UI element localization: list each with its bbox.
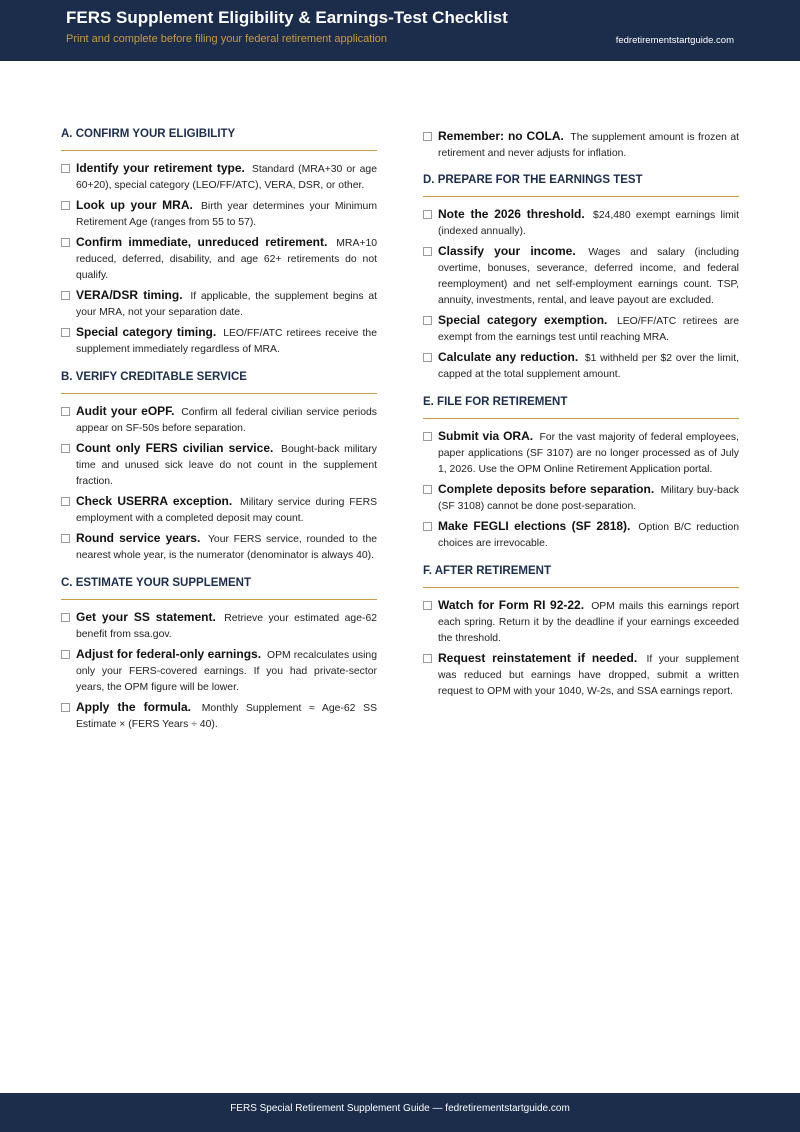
item-text: Option B/C reduction choices are irrevocable. bbox=[438, 522, 740, 549]
checkbox[interactable] bbox=[423, 210, 432, 219]
section-after-retirement bbox=[423, 565, 739, 700]
item-text: Wages and salary (including overtime, bonuses, severance, deferred income, and federal reemployment) and net self-employment earnings count. TSP, annuity, investments, rental, and leave payout are excluded. bbox=[438, 247, 740, 306]
checkbox[interactable] bbox=[423, 485, 432, 494]
item-label: Special category exemption. bbox=[438, 313, 608, 327]
checkbox[interactable] bbox=[423, 353, 432, 362]
item-text: Monthly Supplement ≈ Age-62 SS Estimate × (FERS Years ÷ 40). bbox=[76, 703, 378, 730]
section-title: D. PREPARE FOR THE EARNINGS TEST bbox=[423, 174, 739, 197]
page-header bbox=[0, 0, 800, 61]
item-label: Submit via ORA. bbox=[438, 429, 534, 443]
checkbox[interactable] bbox=[423, 432, 432, 441]
item-label: Look up your MRA. bbox=[76, 198, 193, 212]
checkbox[interactable] bbox=[61, 534, 70, 543]
item-text: LEO/FF/ATC retirees receive the supplement immediately regardless of MRA. bbox=[76, 328, 377, 355]
item-label: Special category timing. bbox=[76, 325, 217, 339]
item-label: Get your SS statement. bbox=[76, 610, 216, 624]
page-subtitle: Print and complete before filing your federal retirement application bbox=[66, 33, 388, 45]
item-text: Military service during FERS employment with a completed deposit may count. bbox=[76, 497, 377, 524]
section-title: C. ESTIMATE YOUR SUPPLEMENT bbox=[61, 577, 377, 600]
item-text: The supplement amount is frozen at retirement and never adjusts for inflation. bbox=[438, 132, 740, 159]
checklist-item bbox=[423, 428, 739, 478]
checklist-item bbox=[61, 699, 377, 733]
section-title: F. AFTER RETIREMENT bbox=[423, 565, 739, 588]
section-verify-service bbox=[61, 371, 377, 564]
item-text: Your FERS service, rounded to the nearest whole year, is the numerator (denominator is always 40). bbox=[76, 534, 378, 561]
checkbox[interactable] bbox=[423, 316, 432, 325]
checklist-item bbox=[423, 349, 739, 383]
checkbox[interactable] bbox=[61, 444, 70, 453]
item-label: Identify your retirement type. bbox=[76, 161, 245, 175]
header-url: fedretirementstartguide.com bbox=[615, 35, 734, 46]
item-label: Apply the formula. bbox=[76, 700, 192, 714]
section-file-retirement bbox=[423, 396, 739, 552]
item-label: Count only FERS civilian service. bbox=[76, 441, 274, 455]
checklist-item bbox=[61, 287, 377, 321]
checklist-item bbox=[423, 518, 739, 552]
item-text: $24,480 exempt earnings limit (indexed annually). bbox=[438, 210, 739, 237]
checklist-item bbox=[423, 481, 739, 515]
checklist-item bbox=[423, 597, 739, 647]
checkbox[interactable] bbox=[61, 703, 70, 712]
section-estimate-supplement bbox=[61, 577, 377, 733]
section-title: E. FILE FOR RETIREMENT bbox=[423, 396, 739, 419]
section-title: A. CONFIRM YOUR ELIGIBILITY bbox=[61, 128, 377, 151]
item-text: Confirm all federal civilian service periods appear on SF-50s before separation. bbox=[76, 407, 377, 434]
checkbox[interactable] bbox=[61, 164, 70, 173]
section-earnings-test bbox=[423, 174, 739, 383]
checklist-item bbox=[61, 234, 377, 284]
checklist-item bbox=[61, 530, 377, 564]
item-text: If your supplement was reduced but earnings have dropped, submit a written request to OPM with your 1040, W-2s, and SSA earnings report. bbox=[438, 654, 739, 697]
checkbox[interactable] bbox=[61, 613, 70, 622]
item-text: Military buy-back (SF 3108) cannot be done post-separation. bbox=[438, 485, 740, 512]
section-estimate-supplement-continued bbox=[423, 128, 739, 162]
checkbox[interactable] bbox=[61, 407, 70, 416]
item-text: $1 withheld per $2 over the limit, capped at the total supplement amount. bbox=[438, 353, 740, 380]
item-label: Note the 2026 threshold. bbox=[438, 207, 585, 221]
checklist-item bbox=[61, 493, 377, 527]
item-label: Watch for Form RI 92-22. bbox=[438, 598, 585, 612]
section-confirm-eligibility bbox=[61, 128, 377, 358]
checkbox[interactable] bbox=[423, 132, 432, 141]
checkbox[interactable] bbox=[61, 328, 70, 337]
item-label: Make FEGLI elections (SF 2818). bbox=[438, 519, 631, 533]
checkbox[interactable] bbox=[61, 497, 70, 506]
footer-text: FERS Special Retirement Supplement Guide — fedretirementstartguide.com bbox=[230, 1103, 570, 1114]
checkbox[interactable] bbox=[61, 201, 70, 210]
checklist-item bbox=[423, 243, 739, 309]
checklist-item bbox=[423, 206, 739, 240]
checklist-item bbox=[423, 650, 739, 700]
item-text: Bought-back military time and unused sick leave do not count in the supplement fraction. bbox=[76, 444, 377, 487]
item-text: Retrieve your estimated age-62 benefit from ssa.gov. bbox=[76, 613, 378, 640]
item-text: Birth year determines your Minimum Retirement Age (ranges from 55 to 57). bbox=[76, 201, 377, 228]
checkbox[interactable] bbox=[423, 654, 432, 663]
item-label: Calculate any reduction. bbox=[438, 350, 579, 364]
item-label: Request reinstatement if needed. bbox=[438, 651, 638, 665]
left-column bbox=[61, 128, 377, 736]
right-column bbox=[423, 128, 739, 703]
item-label: Round service years. bbox=[76, 531, 201, 545]
item-label: VERA/DSR timing. bbox=[76, 288, 183, 302]
item-label: Check USERRA exception. bbox=[76, 494, 233, 508]
item-text: OPM mails this earnings report each spring. Return it by the deadline if your earnings exceeded the threshold. bbox=[438, 601, 739, 644]
checklist-item bbox=[61, 403, 377, 437]
page-title: FERS Supplement Eligibility & Earnings-Test Checklist bbox=[66, 8, 508, 27]
checklist-item bbox=[61, 324, 377, 358]
checkbox[interactable] bbox=[423, 522, 432, 531]
item-label: Confirm immediate, unreduced retirement. bbox=[76, 235, 328, 249]
checkbox[interactable] bbox=[423, 601, 432, 610]
item-text: Standard (MRA+30 or age 60+20), special category (LEO/FF/ATC), VERA, DSR, or other. bbox=[76, 164, 377, 191]
item-text: For the vast majority of federal employees, paper applications (SF 3107) are no longer processed as of July 1, 2026. Use the OPM Online Retirement Application portal. bbox=[438, 432, 740, 475]
checklist-item bbox=[61, 609, 377, 643]
checkbox[interactable] bbox=[61, 238, 70, 247]
checkbox[interactable] bbox=[61, 650, 70, 659]
item-text: LEO/FF/ATC retirees are exempt from the earnings test until reaching MRA. bbox=[438, 316, 739, 343]
item-text: OPM recalculates using only your FERS-covered earnings. If you had private-sector years, the OPM figure will be lower. bbox=[76, 650, 377, 693]
item-label: Classify your income. bbox=[438, 244, 576, 258]
checklist-item bbox=[61, 160, 377, 194]
checkbox[interactable] bbox=[423, 247, 432, 256]
checklist-item bbox=[423, 128, 739, 162]
item-label: Adjust for federal-only earnings. bbox=[76, 647, 262, 661]
section-title: B. VERIFY CREDITABLE SERVICE bbox=[61, 371, 377, 394]
checklist-item bbox=[423, 312, 739, 346]
checkbox[interactable] bbox=[61, 291, 70, 300]
page-footer bbox=[0, 1093, 800, 1132]
checklist-item bbox=[61, 646, 377, 696]
item-label: Remember: no COLA. bbox=[438, 129, 564, 143]
item-label: Audit your eOPF. bbox=[76, 404, 175, 418]
item-label: Complete deposits before separation. bbox=[438, 482, 655, 496]
item-text: If applicable, the supplement begins at your MRA, not your separation date. bbox=[76, 291, 378, 318]
checklist-item bbox=[61, 197, 377, 231]
item-text: MRA+10 reduced, deferred, disability, and age 62+ retirements do not qualify. bbox=[76, 238, 377, 281]
checklist-item bbox=[61, 440, 377, 490]
